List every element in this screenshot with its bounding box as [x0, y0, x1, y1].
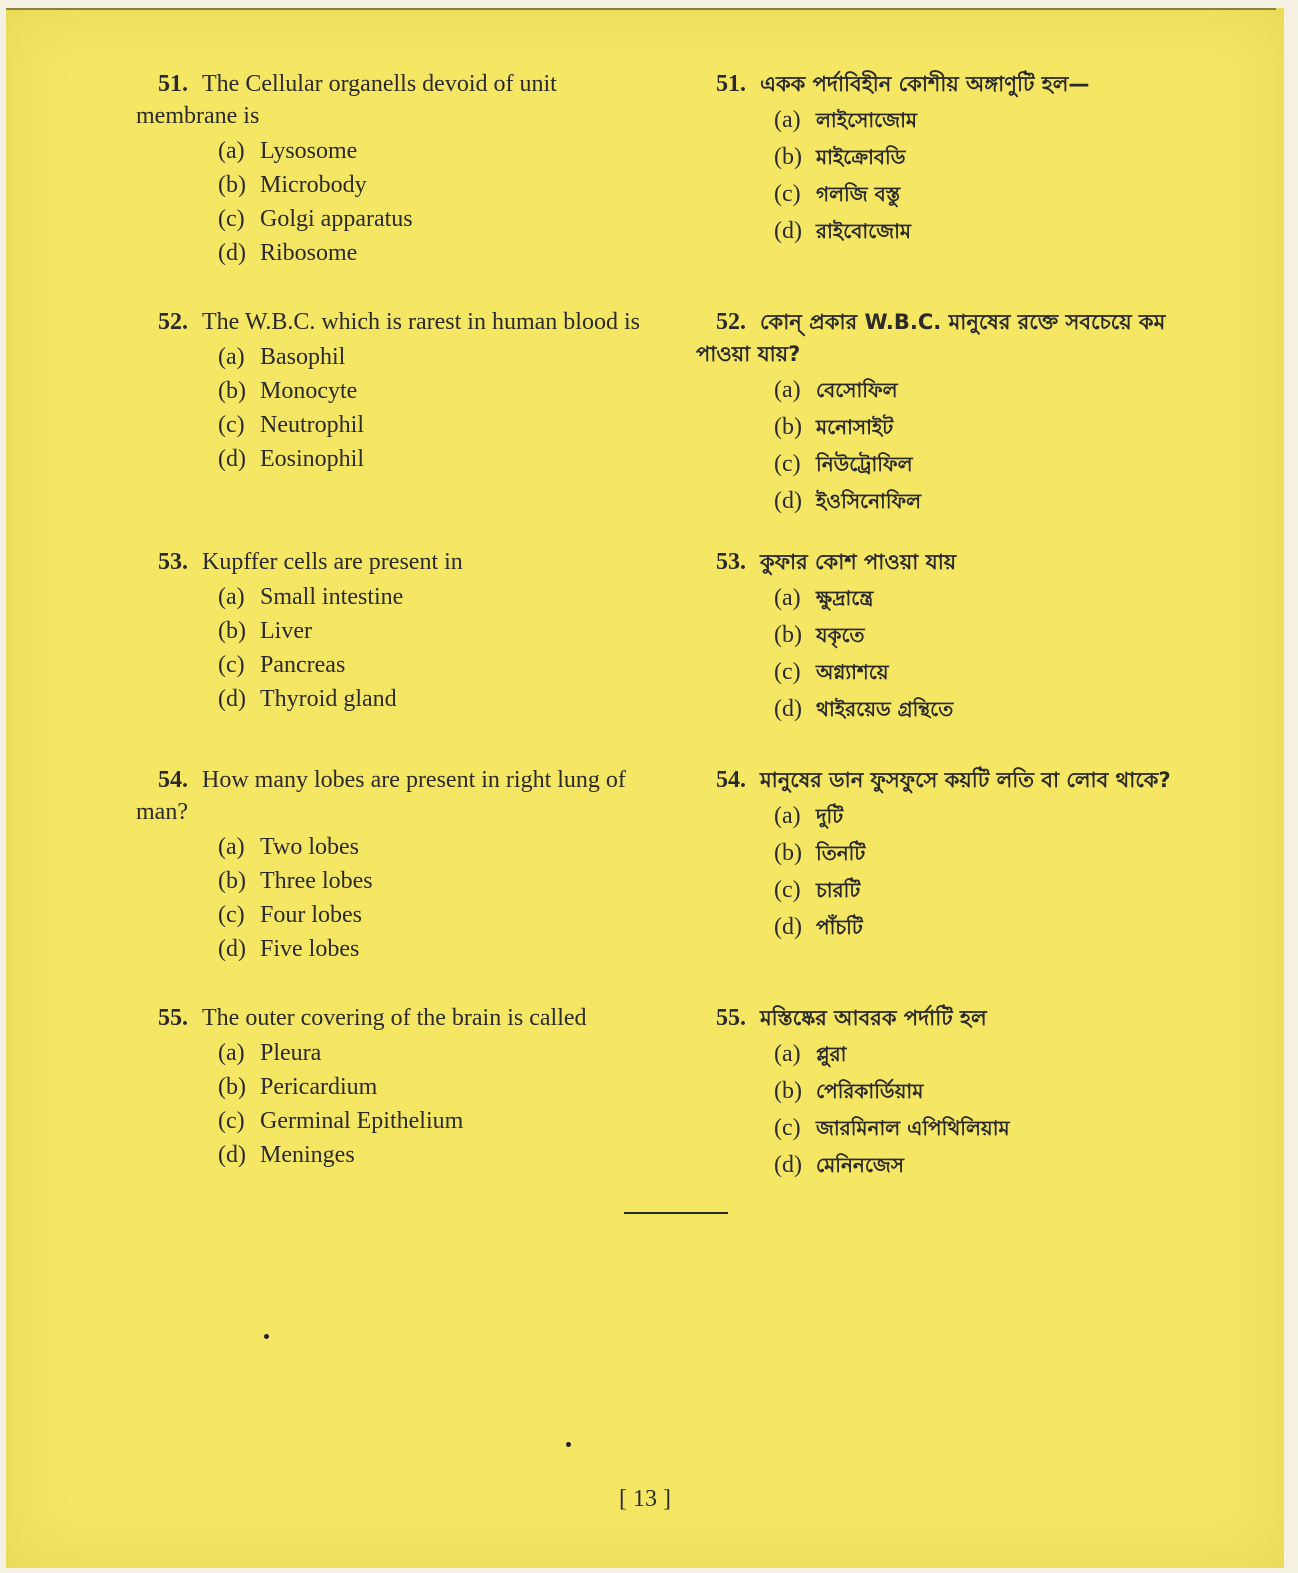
option: (b) মাইক্রোবডি — [774, 144, 906, 170]
option: (b) Monocyte — [218, 378, 358, 404]
option: (d) পাঁচটি — [774, 914, 863, 940]
option: (b) Liver — [218, 618, 312, 644]
option: (c) অগ্ন্যাশয়ে — [774, 659, 889, 685]
option: (d) ইওসিনোফিল — [774, 488, 922, 514]
question-paper-page — [6, 8, 1284, 1568]
question-stem: কোন্ প্রকার W.B.C. মানুষের রক্তে সবচেয়ে কম পাওয়া যায়? — [696, 310, 1166, 366]
question-number: 55. — [158, 1005, 188, 1031]
option: (c) গলজি বস্তু — [774, 181, 901, 207]
question-number: 52. — [716, 309, 746, 335]
option: (d) Ribosome — [218, 240, 358, 266]
option: (a) Basophil — [218, 344, 346, 370]
question-number: 54. — [158, 767, 188, 793]
question-53-en — [136, 546, 656, 716]
option-list — [696, 798, 1216, 946]
option: (c) Germinal Epithelium — [218, 1108, 464, 1134]
question-stem: The Cellular organells devoid of unit membrane is — [136, 71, 557, 129]
option: (c) Four lobes — [218, 902, 362, 928]
question-51-en — [136, 68, 656, 270]
option: (d) রাইবোজোম — [774, 218, 912, 244]
option: (a) প্লুরা — [774, 1041, 847, 1067]
option-list — [136, 830, 656, 966]
question-number: 53. — [716, 549, 746, 575]
question-55-en — [136, 1002, 656, 1172]
option: (b) Pericardium — [218, 1074, 378, 1100]
option: (c) নিউট্রোফিল — [774, 451, 913, 477]
question-stem: একক পর্দাবিহীন কোশীয় অঙ্গাণুটি হল— — [760, 72, 1090, 96]
question-54-en — [136, 764, 656, 966]
question-stem: How many lobes are present in right lung of man? — [136, 767, 626, 825]
question-number: 55. — [716, 1005, 746, 1031]
page-number: [ 13 ] — [619, 1486, 671, 1512]
option-list — [136, 134, 656, 270]
question-stem: Kupffer cells are present in — [202, 549, 463, 575]
option: (a) Two lobes — [218, 834, 359, 860]
page-top-edge — [6, 8, 1276, 10]
option-list — [696, 580, 1216, 728]
question-number: 52. — [158, 309, 188, 335]
option: (d) থাইরয়েড গ্রন্থিতে — [774, 696, 954, 722]
option: (d) Eosinophil — [218, 446, 365, 472]
option: (c) Neutrophil — [218, 412, 364, 438]
question-number: 54. — [716, 767, 746, 793]
option: (b) পেরিকার্ডিয়াম — [774, 1078, 924, 1104]
section-divider — [624, 1212, 728, 1214]
question-stem: মস্তিষ্কের আবরক পর্দাটি হল — [760, 1006, 987, 1030]
option: (a) Small intestine — [218, 584, 404, 610]
question-52-bn — [696, 306, 1216, 520]
question-51-bn — [696, 68, 1216, 250]
option: (c) Pancreas — [218, 652, 346, 678]
option-list — [696, 102, 1216, 250]
option: (d) মেনিনজেস — [774, 1152, 904, 1178]
option: (d) Thyroid gland — [218, 686, 397, 712]
question-number: 51. — [158, 71, 188, 97]
question-54-bn — [696, 764, 1216, 946]
option: (a) বেসোফিল — [774, 377, 898, 403]
question-number: 51. — [716, 71, 746, 97]
option: (b) তিনটি — [774, 840, 866, 866]
option: (a) লাইসোজোম — [774, 107, 917, 133]
question-53-bn — [696, 546, 1216, 728]
option: (a) Pleura — [218, 1040, 322, 1066]
option: (d) Meninges — [218, 1142, 355, 1168]
question-stem: কুফার কোশ পাওয়া যায় — [760, 550, 957, 574]
question-55-bn — [696, 1002, 1216, 1184]
ink-speck — [566, 1442, 571, 1447]
option: (b) Three lobes — [218, 868, 373, 894]
option: (c) Golgi apparatus — [218, 206, 413, 232]
option: (c) জারমিনাল এপিথিলিয়াম — [774, 1115, 1010, 1141]
option-list — [696, 1036, 1216, 1184]
option-list — [136, 1036, 656, 1172]
question-stem: The outer covering of the brain is called — [202, 1005, 587, 1031]
option: (b) Microbody — [218, 172, 367, 198]
question-stem: The W.B.C. which is rarest in human blood is — [202, 309, 640, 335]
option: (c) চারটি — [774, 877, 861, 903]
option: (d) Five lobes — [218, 936, 360, 962]
option-list — [136, 580, 656, 716]
option: (a) Lysosome — [218, 138, 358, 164]
option: (a) ক্ষুদ্রান্ত্রে — [774, 585, 874, 611]
ink-speck — [264, 1334, 269, 1339]
option: (b) যকৃতে — [774, 622, 865, 648]
option-list — [696, 372, 1216, 520]
option: (b) মনোসাইট — [774, 414, 894, 440]
question-stem: মানুষের ডান ফুসফুসে কয়টি লতি বা লোব থাকে? — [760, 768, 1171, 792]
question-number: 53. — [158, 549, 188, 575]
option-list — [136, 340, 656, 476]
question-52-en — [136, 306, 656, 476]
option: (a) দুটি — [774, 803, 844, 829]
